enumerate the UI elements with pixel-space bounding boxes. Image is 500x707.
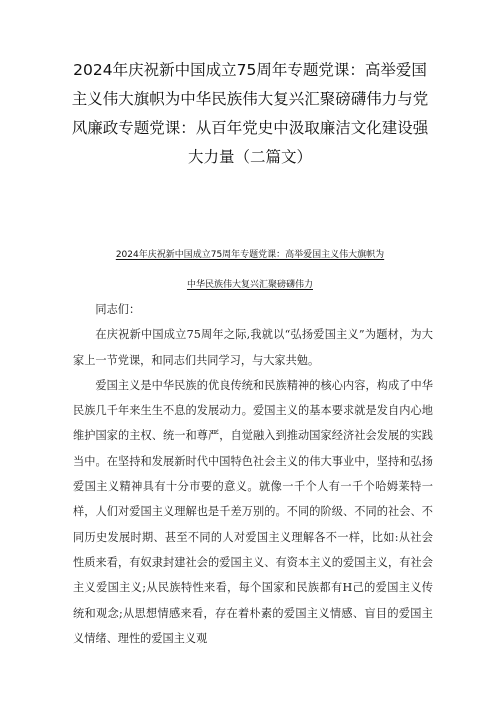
subtitle-line-1 (70, 240, 430, 270)
subtitle-line-2 (70, 270, 430, 300)
subtitle-line-1-text: 2024年庆祝新中国成立75周年专题党课：高举爱国主义伟大旗帜为 (115, 250, 385, 260)
body-paragraph: 在庆祝新中国成立75周年之际,我就以“弘扬爱国主义”为题材，为大家上一节党课，和同志们共同学习，与大家共勉。 (73, 328, 433, 367)
document-title: 2024年庆祝新中国成立75周年专题党课：高举爱国主义伟大旗帜为中华民族伟大复兴汇聚磅礴伟力与党风廉政专题党课：从百年党史中汲取廉洁文化建设强大力量（二篇文） (71, 61, 429, 166)
subtitle-line-2-text: 中华民族伟大复兴汇聚磅礴伟力 (186, 280, 313, 290)
title-spacer (0, 172, 500, 240)
salutation: 同志们： (95, 303, 141, 316)
body-paragraph: 爱国主义是中华民族的优良传统和民族精神的核心内容，构成了中华民族几千年来生生不息的发展动力。爱国主义的基本要求就是发自内心地维护国家的主权、统一和尊严，自觉融入到推动国家经济社会发展的实践当中。在坚持和发展新时代中国特色社会主义的伟大事业中，坚持和弘扬爱国主义精神具有十分市要的意义。就像一千个人有一千个哈姆莱特一样，人们对爱国主义理解也是千差万别的。不同的阶级、不同的社会、不同历史发展时期、甚至不同的人对爱国主义理解各不一样，比如:从社会性质来看，有奴隶封建社会的爱国主义、有资本主义的爱国主义，有社会主义爱国主义;从民族特性来看，每个国家和民族都有H己的爱国主义传统和观念;从思想情感来看，存在着朴素的爱国主义情感、盲目的爱国主义情绪、理性的爱国主义观 (73, 378, 433, 645)
document-body (73, 297, 433, 651)
section-subtitle (70, 240, 430, 300)
